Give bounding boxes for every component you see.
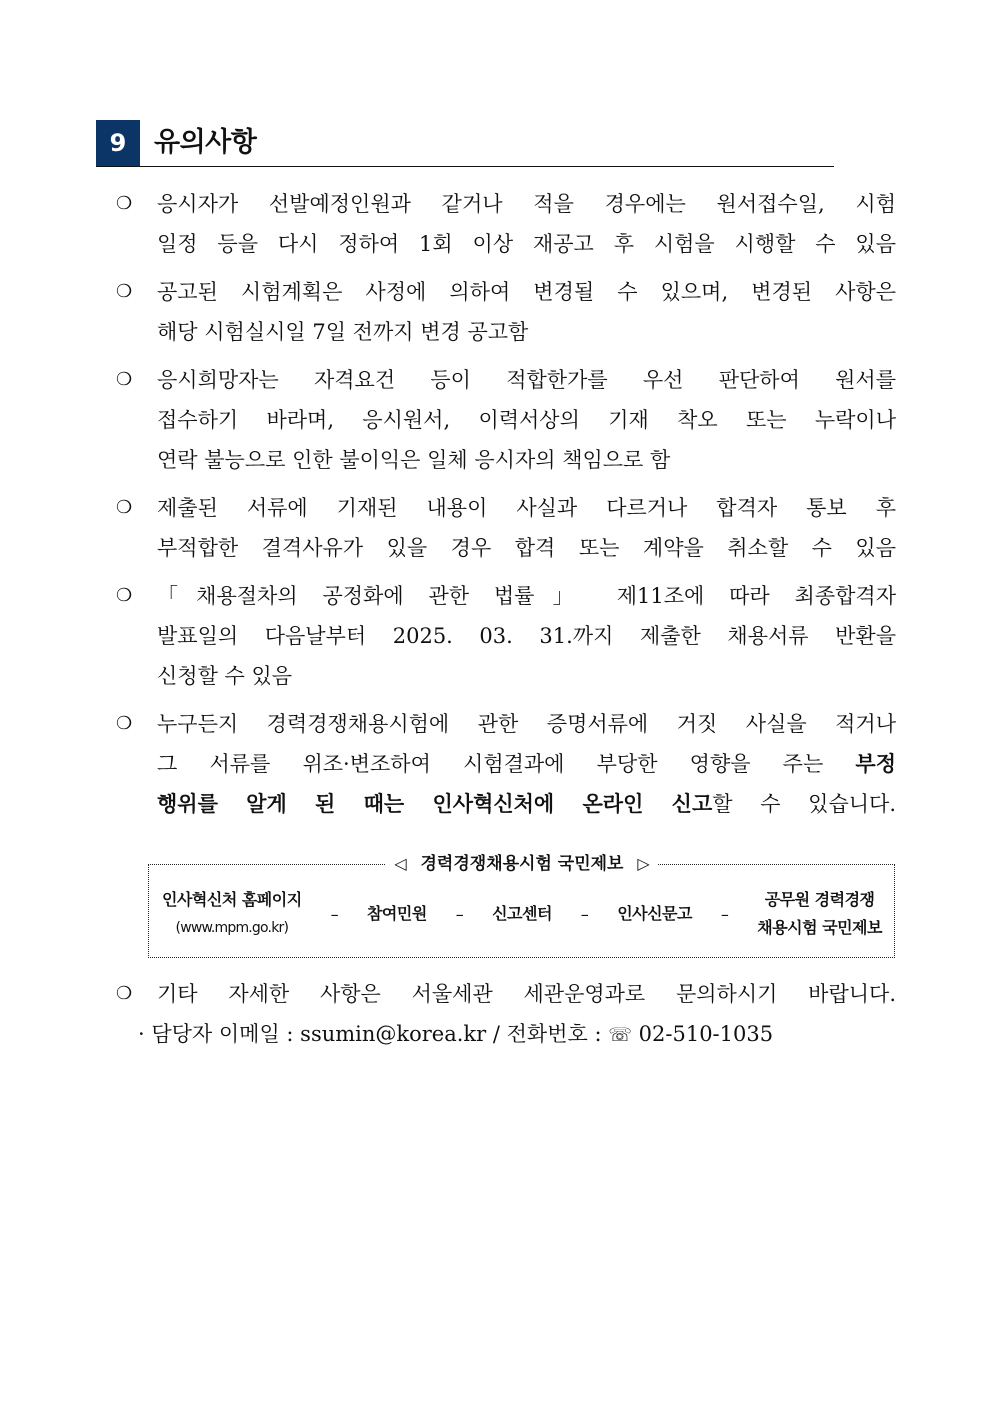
report-title-text: 경력경쟁채용시험 국민제보	[420, 854, 624, 874]
phone-icon: ☏	[608, 1024, 632, 1046]
closing-line: 기타 자세한 사항은 서울세관 세관운영과로 문의하시기 바랍니다.	[157, 982, 896, 1006]
report-box-title	[148, 850, 896, 878]
report-step-label: 공무원 경력경쟁	[764, 890, 875, 909]
notice-line	[157, 784, 896, 824]
circle-bullet-icon: ❍	[116, 281, 133, 302]
left-triangle-icon: ◁	[394, 854, 407, 873]
section-title: 유의사항	[154, 127, 257, 158]
circle-bullet-icon: ❍	[116, 585, 133, 606]
report-step-url: (www.mpm.go.kr)	[175, 920, 289, 936]
notice-item	[116, 184, 896, 264]
contact-prefix: · 담당자 이메일 :	[138, 1022, 301, 1046]
notice-line: 부적합한 결격사유가 있을 경우 합격 또는 계약을 취소할 수 있음	[157, 536, 896, 560]
emphasis-text: 행위를 알게 된 때는 인사혁신처에 온라인 신고	[157, 791, 713, 816]
path-separator: –	[720, 904, 729, 924]
circle-bullet-icon: ❍	[116, 369, 133, 390]
closing-item	[116, 974, 896, 1014]
notice-line: 누구든지 경력경쟁채용시험에 관한 증명서류에 거짓 사실을 적거나	[157, 712, 896, 736]
notice-line: 발표일의 다음날부터 2025. 03. 31.까지 제출한 채용서류 반환을	[157, 624, 896, 648]
circle-bullet-icon: ❍	[116, 497, 133, 518]
notice-line: 접수하기 바라며, 응시원서, 이력서상의 기재 착오 또는 누락이나	[157, 408, 896, 432]
circle-bullet-icon: ❍	[116, 983, 133, 1004]
path-separator: –	[580, 904, 589, 924]
notice-line: 일정 등을 다시 정하여 1회 이상 재공고 후 시험을 시행할 수 있음	[157, 232, 896, 256]
notice-line: 「채용절차의 공정화에 관한 법률」 제11조에 따라 최종합격자	[157, 584, 896, 608]
path-separator: –	[330, 904, 339, 924]
notice-item	[116, 360, 896, 480]
circle-bullet-icon: ❍	[116, 193, 133, 214]
right-triangle-icon: ▷	[637, 854, 650, 873]
report-step-label: 인사혁신처 홈페이지	[162, 890, 302, 909]
notice-line: 응시희망자는 자격요건 등이 적합한가를 우선 판단하여 원서를	[157, 368, 896, 392]
section-heading	[96, 120, 834, 167]
email-address: ssumin@korea.kr	[300, 1022, 487, 1046]
emphasis-text: 부정	[855, 751, 896, 776]
section-number-badge: 9	[96, 120, 140, 166]
notice-line: 신청할 수 있음	[157, 664, 293, 688]
notice-line: 해당 시험실시일 7일 전까지 변경 공고함	[157, 320, 529, 344]
notice-item	[116, 704, 896, 824]
notice-line: 제출된 서류에 기재된 내용이 사실과 다르거나 합격자 통보 후	[157, 496, 896, 520]
phone-label: / 전화번호 :	[486, 1022, 609, 1046]
notice-line: 공고된 시험계획은 사정에 의하여 변경될 수 있으며, 변경된 사항은	[157, 280, 896, 304]
report-step-homepage	[162, 886, 302, 942]
notice-item	[116, 272, 896, 352]
report-step-hr-petition: 인사신문고	[617, 904, 692, 923]
report-step-report-center: 신고센터	[492, 904, 552, 923]
notice-item	[116, 488, 896, 568]
report-step-civil-petition: 참여민원	[366, 904, 427, 923]
contact-line	[138, 1014, 898, 1055]
report-step-label: 채용시험 국민제보	[757, 918, 882, 937]
circle-bullet-icon: ❍	[116, 713, 133, 734]
notice-text: 할 수 있습니다.	[712, 792, 896, 816]
notice-text: 그 서류를 위조·변조하여 시험결과에 부당한 영향을 주는	[157, 752, 856, 776]
notice-line	[157, 744, 896, 784]
path-separator: –	[455, 904, 464, 924]
notice-line: 연락 불능으로 인한 불이익은 일체 응시자의 책임으로 함	[157, 448, 671, 472]
notice-item	[116, 576, 896, 696]
report-path	[148, 878, 896, 950]
phone-number: 02-510-1035	[638, 1022, 774, 1046]
report-step-public-report	[757, 886, 882, 942]
notice-line: 응시자가 선발예정인원과 같거나 적을 경우에는 원서접수일, 시험	[157, 192, 896, 216]
